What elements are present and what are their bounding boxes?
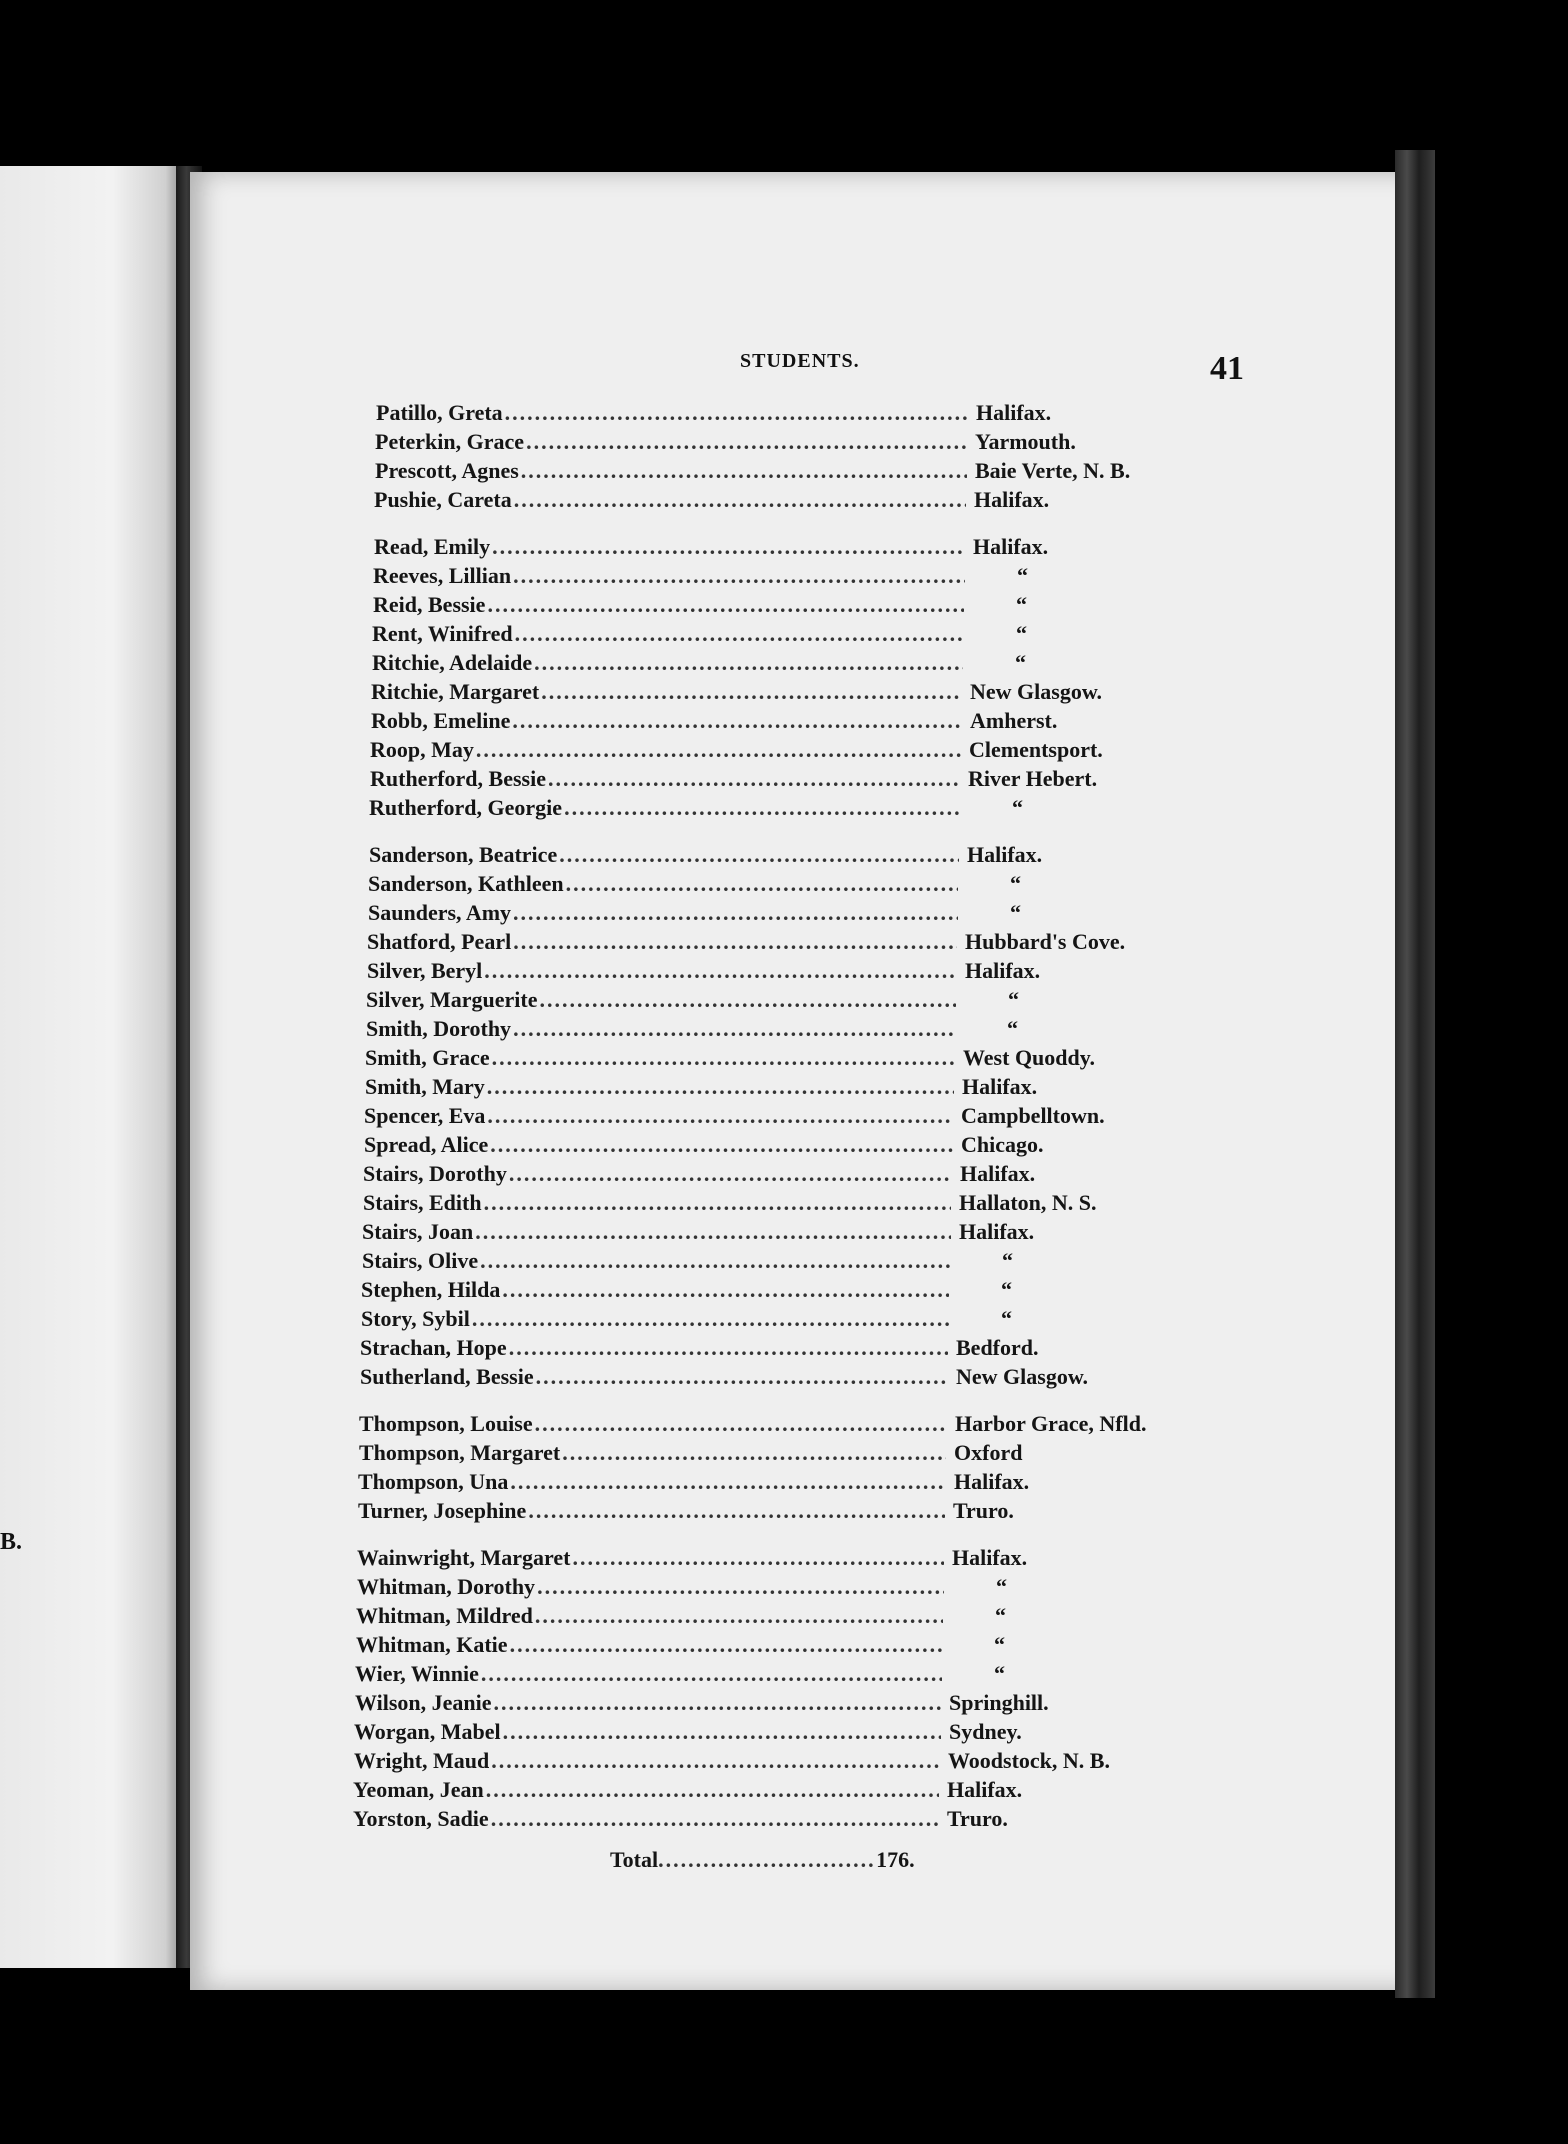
student-entry bbox=[369, 842, 1043, 872]
student-entry bbox=[360, 1364, 1088, 1394]
student-name: Wainwright, Margaret bbox=[357, 1545, 571, 1570]
student-name: Sanderson, Kathleen bbox=[368, 871, 564, 896]
dot-leader bbox=[491, 1748, 940, 1774]
student-hometown: “ bbox=[1010, 900, 1021, 925]
student-name: Pushie, Careta bbox=[374, 487, 512, 512]
student-entry bbox=[364, 1132, 1044, 1162]
student-entry bbox=[359, 1440, 1023, 1470]
student-name: Reeves, Lillian bbox=[373, 563, 512, 588]
student-name: Saunders, Amy bbox=[368, 900, 512, 925]
student-hometown: Yarmouth. bbox=[975, 429, 1076, 454]
total-label: Total bbox=[610, 1847, 659, 1872]
total-leader bbox=[658, 1847, 876, 1873]
student-entry bbox=[376, 400, 1052, 430]
student-name: Smith, Mary bbox=[365, 1074, 485, 1099]
student-name: Stairs, Edith bbox=[363, 1190, 482, 1215]
student-hometown: Baie Verte, N. B. bbox=[975, 458, 1131, 483]
student-hometown: Halifax. bbox=[973, 534, 1049, 559]
student-entry bbox=[357, 1574, 1007, 1604]
student-name: Rent, Winifred bbox=[372, 621, 513, 646]
student-name: Wright, Maud bbox=[354, 1748, 490, 1773]
dot-leader bbox=[472, 1306, 949, 1332]
dot-leader bbox=[509, 1161, 952, 1187]
dot-leader bbox=[503, 1719, 941, 1745]
student-hometown: Harbor Grace, Nfld. bbox=[955, 1411, 1147, 1436]
student-hometown: “ bbox=[995, 1603, 1006, 1628]
student-entry bbox=[366, 1016, 1018, 1046]
dot-leader bbox=[559, 842, 959, 868]
student-hometown: “ bbox=[1001, 1306, 1012, 1331]
dot-leader bbox=[539, 987, 956, 1013]
student-hometown: Hallaton, N. S. bbox=[959, 1190, 1097, 1215]
dot-leader bbox=[536, 1364, 948, 1390]
dot-leader bbox=[486, 1777, 939, 1803]
dot-leader bbox=[548, 766, 960, 792]
student-entry bbox=[374, 534, 1049, 564]
student-entry bbox=[367, 929, 1126, 959]
student-entry bbox=[369, 795, 1023, 825]
student-name: Rutherford, Bessie bbox=[370, 766, 546, 791]
student-hometown: “ bbox=[1012, 795, 1023, 820]
dot-leader bbox=[521, 458, 967, 484]
left-page-fragment: B. bbox=[0, 1529, 23, 1555]
student-hometown: “ bbox=[996, 1574, 1007, 1599]
student-entry bbox=[363, 1190, 1097, 1220]
student-entry bbox=[368, 900, 1021, 930]
student-entry bbox=[373, 592, 1027, 622]
student-entry bbox=[372, 621, 1027, 651]
student-hometown: Sydney. bbox=[949, 1719, 1022, 1744]
student-name: Stairs, Olive bbox=[362, 1248, 479, 1273]
student-entry bbox=[358, 1469, 1030, 1499]
dot-leader bbox=[513, 1016, 955, 1042]
running-head: STUDENTS. bbox=[740, 350, 860, 372]
dot-leader bbox=[491, 1806, 939, 1832]
student-entry bbox=[357, 1545, 1028, 1575]
student-hometown: “ bbox=[1001, 1277, 1012, 1302]
student-entry bbox=[375, 429, 1076, 459]
student-name: Ritchie, Margaret bbox=[371, 679, 540, 704]
student-entry bbox=[374, 487, 1050, 517]
student-name: Rutherford, Georgie bbox=[369, 795, 563, 820]
student-hometown: West Quoddy. bbox=[963, 1045, 1096, 1070]
dot-leader bbox=[513, 900, 958, 926]
student-hometown: Chicago. bbox=[961, 1132, 1044, 1157]
student-entry bbox=[375, 458, 1131, 488]
dot-leader bbox=[487, 592, 964, 618]
dot-leader bbox=[510, 1632, 942, 1658]
student-entry bbox=[361, 1306, 1012, 1336]
page-edge bbox=[1395, 150, 1435, 1998]
dot-leader bbox=[534, 650, 963, 676]
dot-leader bbox=[510, 1469, 946, 1495]
student-name: Smith, Grace bbox=[365, 1045, 490, 1070]
student-name: Story, Sybil bbox=[361, 1306, 470, 1331]
student-hometown: Halifax. bbox=[974, 487, 1050, 512]
student-hometown: New Glasgow. bbox=[956, 1364, 1088, 1389]
dot-leader bbox=[572, 1545, 944, 1571]
dot-leader bbox=[537, 1574, 944, 1600]
student-name: Strachan, Hope bbox=[360, 1335, 507, 1360]
student-name: Patillo, Greta bbox=[376, 400, 503, 425]
student-name: Thompson, Margaret bbox=[359, 1440, 561, 1465]
dot-leader bbox=[535, 1603, 943, 1629]
student-name: Prescott, Agnes bbox=[375, 458, 519, 483]
dot-leader bbox=[492, 534, 965, 560]
dot-leader bbox=[484, 1190, 951, 1216]
student-name: Roop, May bbox=[370, 737, 474, 762]
left-page bbox=[0, 166, 188, 1968]
student-entry bbox=[366, 987, 1019, 1017]
dot-leader bbox=[526, 429, 967, 455]
dot-leader bbox=[541, 679, 962, 705]
dot-leader bbox=[512, 708, 962, 734]
student-hometown: Halifax. bbox=[959, 1219, 1035, 1244]
dot-leader bbox=[487, 1103, 953, 1129]
student-entry bbox=[371, 679, 1102, 709]
dot-leader bbox=[487, 1074, 954, 1100]
student-name: Whitman, Mildred bbox=[356, 1603, 533, 1628]
student-hometown: Halifax. bbox=[976, 400, 1052, 425]
total-line bbox=[610, 1847, 915, 1877]
student-name: Read, Emily bbox=[374, 534, 491, 559]
student-name: Reid, Bessie bbox=[373, 592, 486, 617]
student-hometown: “ bbox=[994, 1632, 1005, 1657]
student-name: Thompson, Louise bbox=[359, 1411, 533, 1436]
student-hometown: Halifax. bbox=[947, 1777, 1023, 1802]
student-name: Thompson, Una bbox=[358, 1469, 509, 1494]
student-hometown: Truro. bbox=[947, 1806, 1008, 1831]
student-hometown: Springhill. bbox=[949, 1690, 1049, 1715]
student-hometown: Clementsport. bbox=[969, 737, 1103, 762]
student-entry bbox=[361, 1277, 1012, 1307]
student-name: Spencer, Eva bbox=[364, 1103, 486, 1128]
student-name: Robb, Emeline bbox=[371, 708, 511, 733]
dot-leader bbox=[515, 621, 964, 647]
student-hometown: New Glasgow. bbox=[970, 679, 1102, 704]
dot-leader bbox=[513, 563, 965, 589]
dot-leader bbox=[502, 1277, 949, 1303]
student-hometown: Halifax. bbox=[965, 958, 1041, 983]
student-hometown: “ bbox=[1002, 1248, 1013, 1273]
student-name: Silver, Beryl bbox=[367, 958, 483, 983]
student-hometown: “ bbox=[1008, 987, 1019, 1012]
dot-leader bbox=[490, 1132, 953, 1158]
student-name: Silver, Marguerite bbox=[366, 987, 538, 1012]
dot-leader bbox=[494, 1690, 941, 1716]
dot-leader bbox=[509, 1335, 948, 1361]
student-entry bbox=[360, 1335, 1039, 1365]
student-name: Wilson, Jeanie bbox=[355, 1690, 492, 1715]
dot-leader bbox=[492, 1045, 955, 1071]
student-entry bbox=[373, 563, 1028, 593]
student-hometown: Halifax. bbox=[960, 1161, 1036, 1186]
student-hometown: Bedford. bbox=[956, 1335, 1039, 1360]
dot-leader bbox=[566, 871, 958, 897]
student-hometown: “ bbox=[1010, 871, 1021, 896]
dot-leader bbox=[484, 958, 957, 984]
student-entry bbox=[355, 1661, 1005, 1691]
student-entry bbox=[364, 1103, 1105, 1133]
student-entry bbox=[353, 1806, 1008, 1836]
student-entry bbox=[371, 708, 1058, 738]
dot-leader bbox=[528, 1498, 945, 1524]
student-hometown: Woodstock, N. B. bbox=[948, 1748, 1110, 1773]
student-hometown: “ bbox=[1015, 650, 1026, 675]
student-entry bbox=[370, 766, 1098, 796]
student-name: Wier, Winnie bbox=[355, 1661, 479, 1686]
student-name: Smith, Dorothy bbox=[366, 1016, 512, 1041]
student-name: Ritchie, Adelaide bbox=[372, 650, 533, 675]
student-entry bbox=[372, 650, 1026, 680]
student-entry bbox=[359, 1411, 1147, 1441]
student-hometown: Hubbard's Cove. bbox=[965, 929, 1126, 954]
student-hometown: “ bbox=[1007, 1016, 1018, 1041]
student-name: Yeoman, Jean bbox=[353, 1777, 484, 1802]
dot-leader bbox=[535, 1411, 947, 1437]
student-entry bbox=[362, 1219, 1035, 1249]
dot-leader bbox=[475, 1219, 951, 1245]
student-hometown: Campbelltown. bbox=[961, 1103, 1105, 1128]
student-hometown: Amherst. bbox=[970, 708, 1058, 733]
dot-leader bbox=[562, 1440, 946, 1466]
dot-leader bbox=[513, 929, 957, 955]
student-name: Yorston, Sadie bbox=[353, 1806, 489, 1831]
student-name: Shatford, Pearl bbox=[367, 929, 512, 954]
total-value: 176. bbox=[876, 1847, 915, 1872]
student-name: Stephen, Hilda bbox=[361, 1277, 501, 1302]
student-name: Whitman, Dorothy bbox=[357, 1574, 536, 1599]
student-entry bbox=[365, 1074, 1038, 1104]
student-name: Sanderson, Beatrice bbox=[369, 842, 558, 867]
student-entry bbox=[365, 1045, 1096, 1075]
dot-leader bbox=[480, 1248, 950, 1274]
student-entry bbox=[367, 958, 1041, 988]
student-entry bbox=[356, 1603, 1006, 1633]
student-entry bbox=[354, 1719, 1022, 1749]
student-entry bbox=[355, 1690, 1049, 1720]
page-number: 41 bbox=[1210, 350, 1244, 387]
student-hometown: Truro. bbox=[953, 1498, 1014, 1523]
student-name: Worgan, Mabel bbox=[354, 1719, 501, 1744]
student-hometown: Halifax. bbox=[962, 1074, 1038, 1099]
student-entry bbox=[354, 1748, 1110, 1778]
student-entry bbox=[363, 1161, 1036, 1191]
student-hometown: “ bbox=[1016, 621, 1027, 646]
student-hometown: Halifax. bbox=[952, 1545, 1028, 1570]
student-hometown: River Hebert. bbox=[968, 766, 1098, 791]
dot-leader bbox=[476, 737, 961, 763]
student-hometown: Halifax. bbox=[967, 842, 1043, 867]
student-hometown: Oxford bbox=[954, 1440, 1023, 1465]
dot-leader bbox=[481, 1661, 942, 1687]
dot-leader bbox=[564, 795, 960, 821]
student-hometown: Halifax. bbox=[954, 1469, 1030, 1494]
student-entry bbox=[358, 1498, 1014, 1528]
dot-leader bbox=[514, 487, 966, 513]
student-name: Whitman, Katie bbox=[356, 1632, 508, 1657]
student-name: Turner, Josephine bbox=[358, 1498, 527, 1523]
student-hometown: “ bbox=[994, 1661, 1005, 1686]
student-hometown: “ bbox=[1016, 592, 1027, 617]
student-entry bbox=[356, 1632, 1005, 1662]
student-name: Sutherland, Bessie bbox=[360, 1364, 534, 1389]
student-entry bbox=[362, 1248, 1013, 1278]
student-entry bbox=[353, 1777, 1023, 1807]
dot-leader bbox=[505, 400, 968, 426]
student-name: Stairs, Dorothy bbox=[363, 1161, 507, 1186]
student-name: Peterkin, Grace bbox=[375, 429, 525, 454]
student-name: Spread, Alice bbox=[364, 1132, 489, 1157]
student-entry bbox=[370, 737, 1103, 767]
student-entry bbox=[368, 871, 1021, 901]
student-name: Stairs, Joan bbox=[362, 1219, 474, 1244]
student-hometown: “ bbox=[1017, 563, 1028, 588]
